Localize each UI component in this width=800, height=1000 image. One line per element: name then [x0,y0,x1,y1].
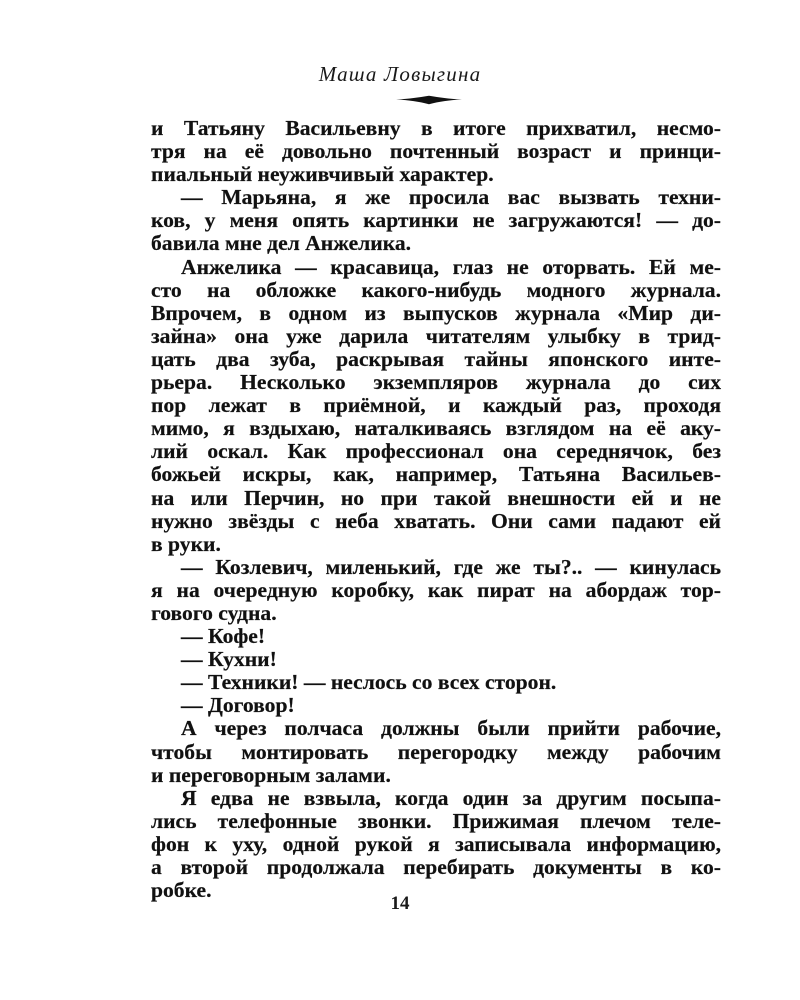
text-line: и Татьяну Васильевну в итоге прихватил, несмо- [151,116,721,140]
text-line: робке. [151,878,212,903]
text-line: — Техники! — неслось со всех сторон. [181,670,557,695]
text-line: бавила мне дел Анжелика. [151,231,412,256]
text-line: — Кофе! [181,624,266,649]
text-line: — Договор! [181,693,295,718]
text-line: лий оскал. Как профессионал она середнячок, без [151,439,721,464]
text-line: — Марьяна, я же просила вас вызвать техни- [181,185,721,210]
text-line: на или Перчин, но при такой внешности ей и не [151,485,721,510]
text-line: в руки. [151,531,221,556]
text-line: нужно звёзды с неба хватать. Они сами падают ей [151,508,721,533]
text-line: А через полчаса должны были прийти рабочие, [181,716,721,741]
text-line: мимо, я вздыхаю, наталкиваясь взглядом на её аку- [151,416,721,441]
text-line: Впрочем, в одном из выпусков журнала «Мир ди- [151,300,721,325]
text-line: а второй продолжала перебирать документы в ко- [151,855,721,879]
text-line: цать два зуба, раскрывая тайны японского инте- [151,346,721,371]
running-title: Маша Ловыгина [318,62,482,86]
text-line: сто на обложке какого-нибудь модного журнала. [151,277,721,302]
text-line: Я едва не взвыла, когда один за другим посыпа- [181,785,721,810]
text-line: лись телефонные звонки. Прижимая плечом теле- [151,808,721,833]
text-line: рьера. Несколько экземпляров журнала до сих [151,370,721,395]
text-line: — Козлевич, миленький, где же ты?.. — кинулась [181,554,721,579]
text-line: пиальный неуживчивый характер. [151,162,494,187]
text-line: божьей искры, как, например, Татьяна Васильев- [151,462,721,487]
text-line: Анжелика — красавица, глаз не оторвать. Ей ме- [181,254,721,279]
text-line: фон к уху, одной рукой я записывала информацию, [151,831,721,856]
text-line: ков, у меня опять картинки не загружаются! — до- [151,208,721,233]
body-text [151,117,721,902]
text-line: — Кухни! [181,647,277,672]
text-line: я на очередную коробку, как пират на абордаж тор- [151,577,721,602]
text-line: пор лежат в приёмной, и каждый раз, проходя [151,393,721,418]
decorative-swash-icon [396,95,462,105]
text-line: гового судна. [151,600,277,625]
text-line: чтобы монтировать перегородку между рабочим [151,739,721,764]
text-line: и переговорным залами. [151,762,391,787]
page-number: 14 [390,893,410,914]
text-line: зайна» она уже дарила читателям улыбку в трид- [151,323,721,348]
text-line: тря на её довольно почтенный возраст и принци- [151,139,721,164]
